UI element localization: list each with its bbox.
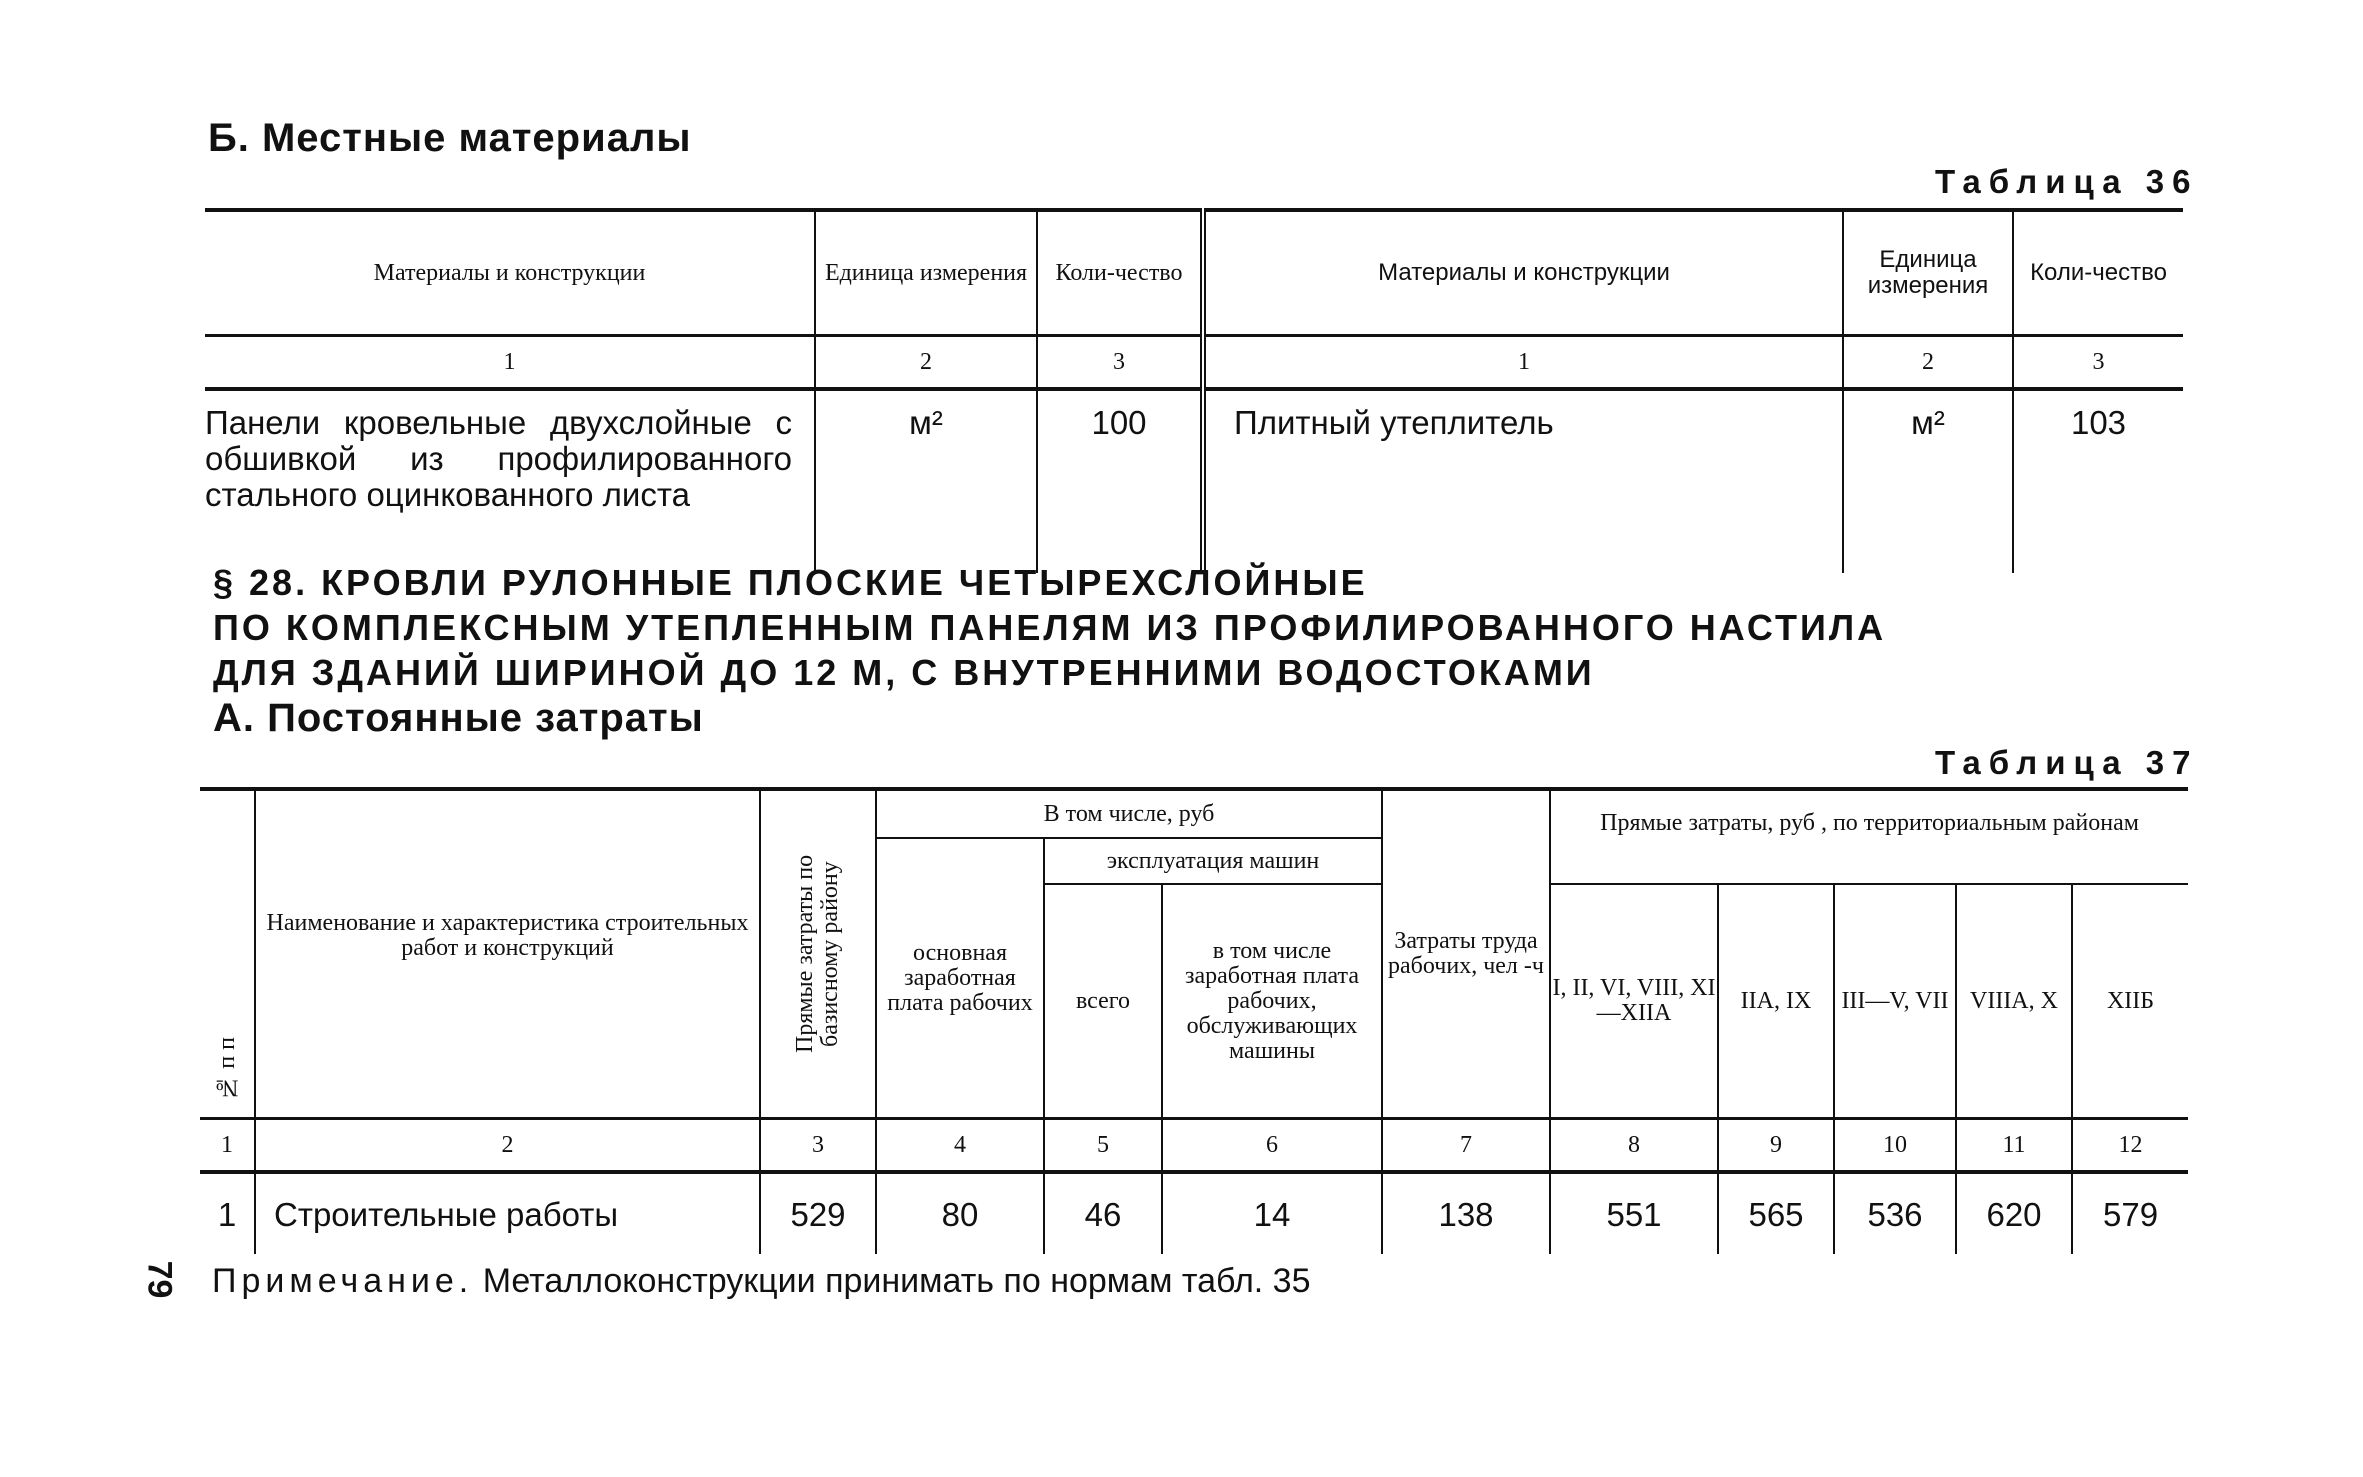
- row-basic-wage: 80: [876, 1172, 1044, 1254]
- col-num: 1: [200, 1119, 255, 1173]
- note-label: Примечание.: [212, 1262, 474, 1300]
- header-materials-2: Материалы и конструкции: [1203, 210, 1843, 336]
- table-37-label: Таблица 37: [1935, 744, 2199, 781]
- header-region-col: I, II, VI, VIII, XI—XIIА: [1550, 884, 1718, 1119]
- note: [212, 1262, 1311, 1301]
- section-a-title: А. Постоянные затраты: [213, 696, 704, 740]
- col-num: 7: [1382, 1119, 1550, 1173]
- table-36-label: Таблица 36: [1935, 163, 2199, 200]
- header-name: Наименование и характеристика строительных работ и конструкций: [255, 789, 760, 1119]
- material-qty: 100: [1037, 389, 1203, 573]
- col-num: 12: [2072, 1119, 2188, 1173]
- header-machine-op: эксплуатация машин: [1044, 838, 1382, 884]
- col-num: 2: [255, 1119, 760, 1173]
- table-37: [200, 787, 2188, 1254]
- col-num: 3: [760, 1119, 876, 1173]
- material-unit: м²: [815, 389, 1037, 573]
- row-region-value: 536: [1834, 1172, 1956, 1254]
- table-row: [205, 389, 2183, 573]
- col-num: 1: [205, 336, 815, 390]
- col-num: 3: [1037, 336, 1203, 390]
- row-region-value: 565: [1718, 1172, 1834, 1254]
- table-37-number-row: [200, 1119, 2188, 1173]
- row-machine-total: 46: [1044, 1172, 1162, 1254]
- col-num: 2: [815, 336, 1037, 390]
- note-text: Металлоконструкции принимать по нормам табл. 35: [482, 1262, 1311, 1300]
- row-region-value: 579: [2072, 1172, 2188, 1254]
- header-machine-wage: в том числе заработная плата рабочих, обслуживающих машины: [1162, 884, 1382, 1119]
- heading-line: ПО КОМПЛЕКСНЫМ УТЕПЛЕННЫМ ПАНЕЛЯМ ИЗ ПРОФИЛИРОВАННОГО НАСТИЛА: [213, 607, 1887, 648]
- row-region-value: 620: [1956, 1172, 2072, 1254]
- row-num: 1: [217, 1195, 237, 1233]
- heading-line: ДЛЯ ЗДАНИЙ ШИРИНОЙ ДО 12 М, С ВНУТРЕННИМИ ВОДОСТОКАМИ: [213, 652, 1595, 693]
- row-labor: 138: [1382, 1172, 1550, 1254]
- table-36-number-row: [205, 336, 2183, 390]
- col-num: 1: [1203, 336, 1843, 390]
- col-num: 3: [2013, 336, 2183, 390]
- material-name: Панели кровельные двухслойные с обшивкой из профилированного стального оцинкованного листа: [205, 404, 792, 513]
- header-region-col: VIIIА, X: [1956, 884, 2072, 1119]
- col-num: 9: [1718, 1119, 1834, 1173]
- section-b-title: Б. Местные материалы: [208, 116, 692, 160]
- col-num: 4: [876, 1119, 1044, 1173]
- header-materials: Материалы и конструкции: [205, 210, 815, 336]
- heading-line: § 28. КРОВЛИ РУЛОННЫЕ ПЛОСКИЕ ЧЕТЫРЕХСЛОЙНЫЕ: [213, 562, 1368, 603]
- header-region-col: IIА, IX: [1718, 884, 1834, 1119]
- col-num: 2: [1843, 336, 2013, 390]
- header-qty-2: Коли-чество: [2013, 210, 2183, 336]
- header-region-col: III—V, VII: [1834, 884, 1956, 1119]
- paragraph-28-heading: [213, 560, 1886, 695]
- table-36: [205, 208, 2183, 573]
- header-basic-wage: основная заработная плата рабочих: [876, 838, 1044, 1119]
- col-num: 10: [1834, 1119, 1956, 1173]
- material-unit: м²: [1843, 389, 2013, 573]
- row-machine-wage: 14: [1162, 1172, 1382, 1254]
- material-name: Плитный утеплитель: [1203, 389, 1843, 573]
- row-name: Строительные работы: [255, 1172, 760, 1254]
- header-direct-base: Прямые затраты по базисному району: [760, 789, 876, 1119]
- col-num: 11: [1956, 1119, 2072, 1173]
- header-unit: Единица измерения: [815, 210, 1037, 336]
- material-qty: 103: [2013, 389, 2183, 573]
- table-36-header-row: [205, 210, 2183, 336]
- header-unit-2: Единица измерения: [1843, 210, 2013, 336]
- table-row: [200, 1172, 2188, 1254]
- header-labor: Затраты труда рабочих, чел -ч: [1382, 789, 1550, 1119]
- header-num: № п п: [213, 1037, 240, 1101]
- page-number: 79: [140, 1260, 179, 1299]
- header-direct-regions: Прямые затраты, руб , по территориальным районам: [1550, 789, 2188, 884]
- header-machine-total: всего: [1044, 884, 1162, 1119]
- header-qty: Коли-чество: [1037, 210, 1203, 336]
- header-incl-rub: В том числе, руб: [876, 789, 1382, 838]
- col-num: 6: [1162, 1119, 1382, 1173]
- row-direct-base: 529: [760, 1172, 876, 1254]
- row-region-value: 551: [1550, 1172, 1718, 1254]
- col-num: 5: [1044, 1119, 1162, 1173]
- col-num: 8: [1550, 1119, 1718, 1173]
- header-region-col: XIIБ: [2072, 884, 2188, 1119]
